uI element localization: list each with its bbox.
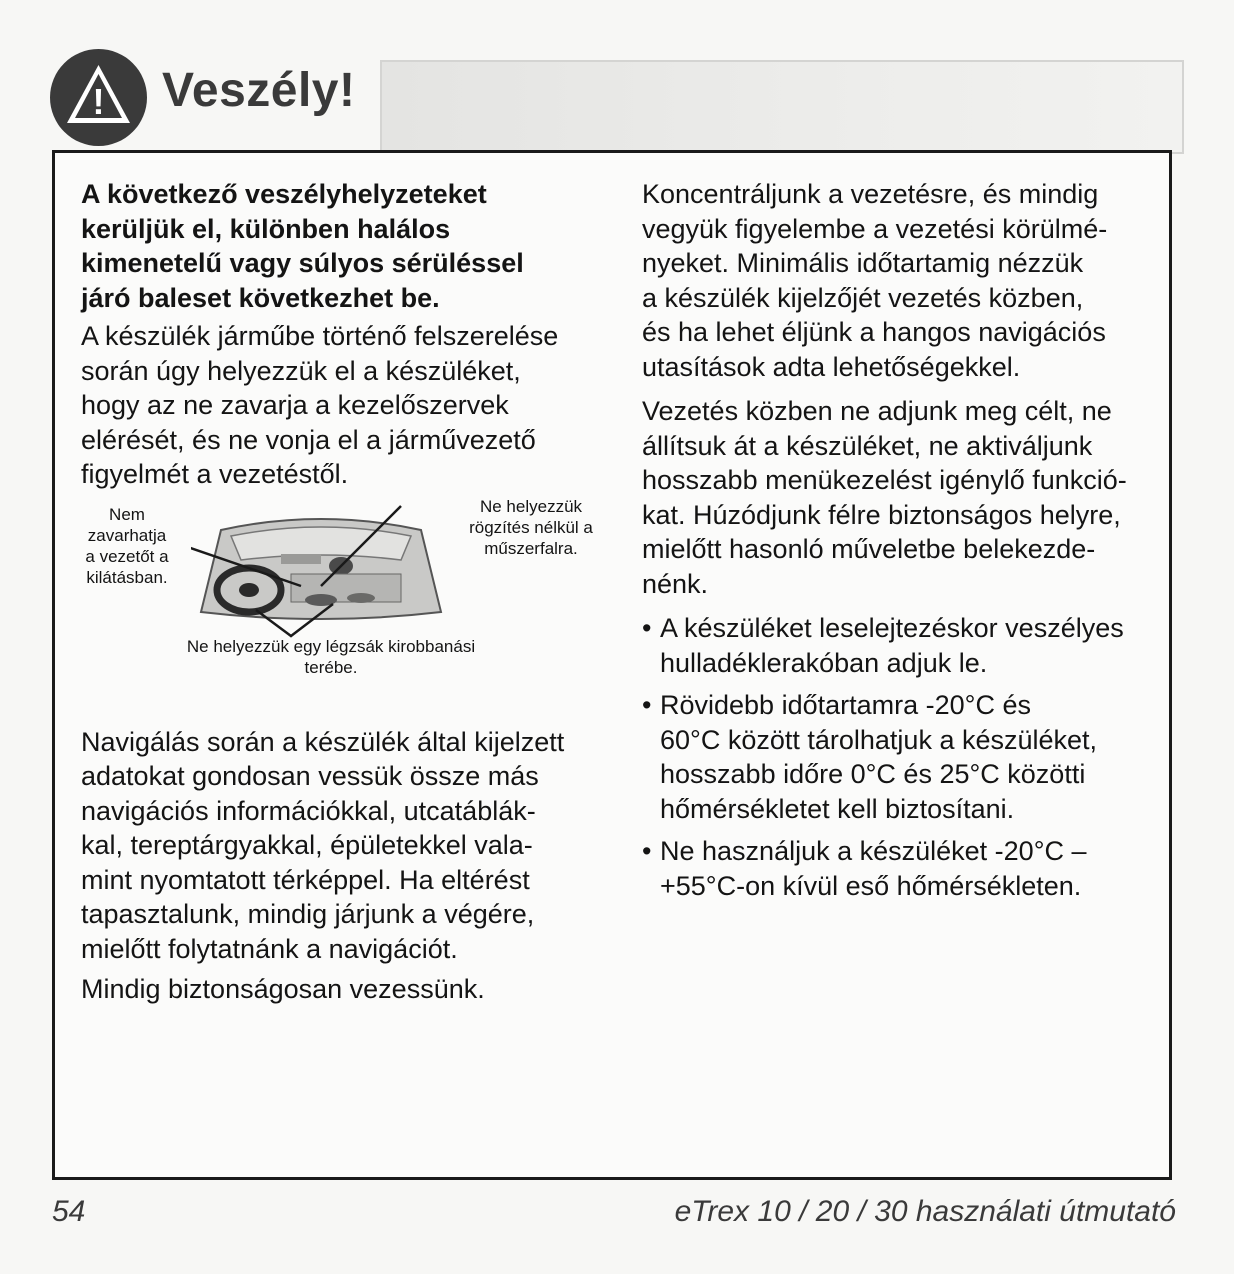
text-line: Ne használjuk a készüléket -20°C – xyxy=(660,836,1087,866)
intro-line: kerüljük el, különben halálos xyxy=(81,213,451,244)
dashboard-illustration xyxy=(81,496,611,707)
caption-line: terébe. xyxy=(304,657,358,677)
text-line: és ha lehet éljünk a hangos navigációs xyxy=(642,317,1106,347)
text-line: mint nyomtatott térképpel. Ha eltérést xyxy=(81,864,530,895)
text-line: A készüléket leselejtezéskor veszélyes xyxy=(660,613,1124,643)
text-line: kat. Húzódjunk félre biztonságos helyre, xyxy=(642,499,1121,530)
page-number: 54 xyxy=(52,1195,86,1228)
car-interior-drawing xyxy=(191,502,451,642)
mount-paragraph xyxy=(81,319,611,492)
bullet-marker: • xyxy=(642,836,652,866)
intro-line: A következő veszélyhelyzeteket xyxy=(81,179,487,209)
caption-line: kilátásban. xyxy=(86,567,168,587)
warning-header xyxy=(50,45,550,150)
text-line: a készülék kijelzőjét vezetés közben, xyxy=(642,282,1084,313)
warning-icon xyxy=(50,49,147,146)
text-line: mielőtt hasonló műveletbe belekezde- xyxy=(642,534,1096,564)
text-line: Koncentráljunk a vezetésre, és mindig xyxy=(642,179,1099,209)
text-line: Navigálás során a készülék által kijelzett xyxy=(81,726,565,757)
text-line: tapasztalunk, mindig járjunk a végére, xyxy=(81,899,535,929)
bullet-marker: • xyxy=(642,690,652,720)
text-line: nénk. xyxy=(642,568,709,599)
bullet-disposal xyxy=(642,611,1162,680)
bullet-storage xyxy=(642,688,1162,826)
left-column xyxy=(81,177,611,1013)
warning-box xyxy=(52,150,1172,1180)
focus-paragraph xyxy=(642,177,1162,384)
text-line: A készülék járműbe történő felszerelése xyxy=(81,321,559,351)
intro-line: járó baleset következhet be. xyxy=(81,282,440,313)
text-line: elérését, és ne vonja el a járművezető xyxy=(81,424,536,455)
caption-line: rögzítés nélkül a xyxy=(469,517,593,537)
text-line: navigációs információkkal, utcatáblák- xyxy=(81,795,536,826)
text-line: figyelmét a vezetéstől. xyxy=(81,459,349,489)
text-line: mielőtt folytatnánk a navigációt. xyxy=(81,933,458,964)
caption-line: Ne helyezzük xyxy=(479,496,583,516)
caption-line: Ne helyezzük egy légzsák kirobbanási xyxy=(186,636,476,656)
right-column xyxy=(642,177,1162,911)
text-line: adatokat gondosan vessük össze más xyxy=(81,761,539,791)
caption-line: műszerfalra. xyxy=(484,538,578,558)
intro-warning xyxy=(81,177,611,315)
text-line: hőmérsékletet kell biztosítani. xyxy=(660,793,1015,824)
text-line: Vezetés közben ne adjunk meg célt, ne xyxy=(642,396,1112,426)
text-line: állítsuk át a készüléket, ne aktiváljunk xyxy=(642,430,1093,461)
text-line: kal, tereptárgyakkal, épületekkel vala- xyxy=(81,830,533,860)
text-line: vegyük figyelembe a vezetési körülmé- xyxy=(642,213,1108,244)
no-destination-paragraph xyxy=(642,394,1162,601)
text-line: Rövidebb időtartamra -20°C és xyxy=(660,690,1031,720)
text-line: +55°C-on kívül eső hőmérsékleten. xyxy=(660,870,1082,901)
caption-line: zavarhatja xyxy=(87,525,167,545)
caption-dashboard xyxy=(451,496,611,559)
text-line: hogy az ne zavarja a kezelőszervek xyxy=(81,390,509,420)
text-line: hulladéklerakóban adjuk le. xyxy=(660,647,988,678)
text-line: hosszabb időre 0°C és 25°C közötti xyxy=(660,759,1086,789)
caption-line: Nem xyxy=(109,504,145,524)
document-title: eTrex 10 / 20 / 30 használati útmutató xyxy=(674,1195,1176,1228)
text-line: 60°C között tárolhatjuk a készüléket, xyxy=(660,724,1098,755)
text-line: utasítások adta lehetőségekkel. xyxy=(642,351,1021,382)
caption-airbag xyxy=(141,636,521,678)
safe-driving-line: Mindig biztonságosan vezessünk. xyxy=(81,974,485,1004)
caption-line: a vezetőt a xyxy=(85,546,169,566)
navigation-paragraph xyxy=(81,725,611,967)
bullet-marker: • xyxy=(642,613,652,643)
bullet-operating-temp xyxy=(642,834,1162,903)
text-line: során úgy helyezzük el a készüléket, xyxy=(81,355,521,386)
caption-view xyxy=(77,504,177,588)
warning-icon-glyph: ! xyxy=(92,81,105,122)
text-line: nyeket. Minimális időtartamig nézzük xyxy=(642,248,1084,278)
text-line: hosszabb menükezelést igénylő funkció- xyxy=(642,465,1127,495)
intro-line: kimenetelű vagy súlyos sérüléssel xyxy=(81,248,524,278)
page-title: Veszély! xyxy=(162,64,356,117)
